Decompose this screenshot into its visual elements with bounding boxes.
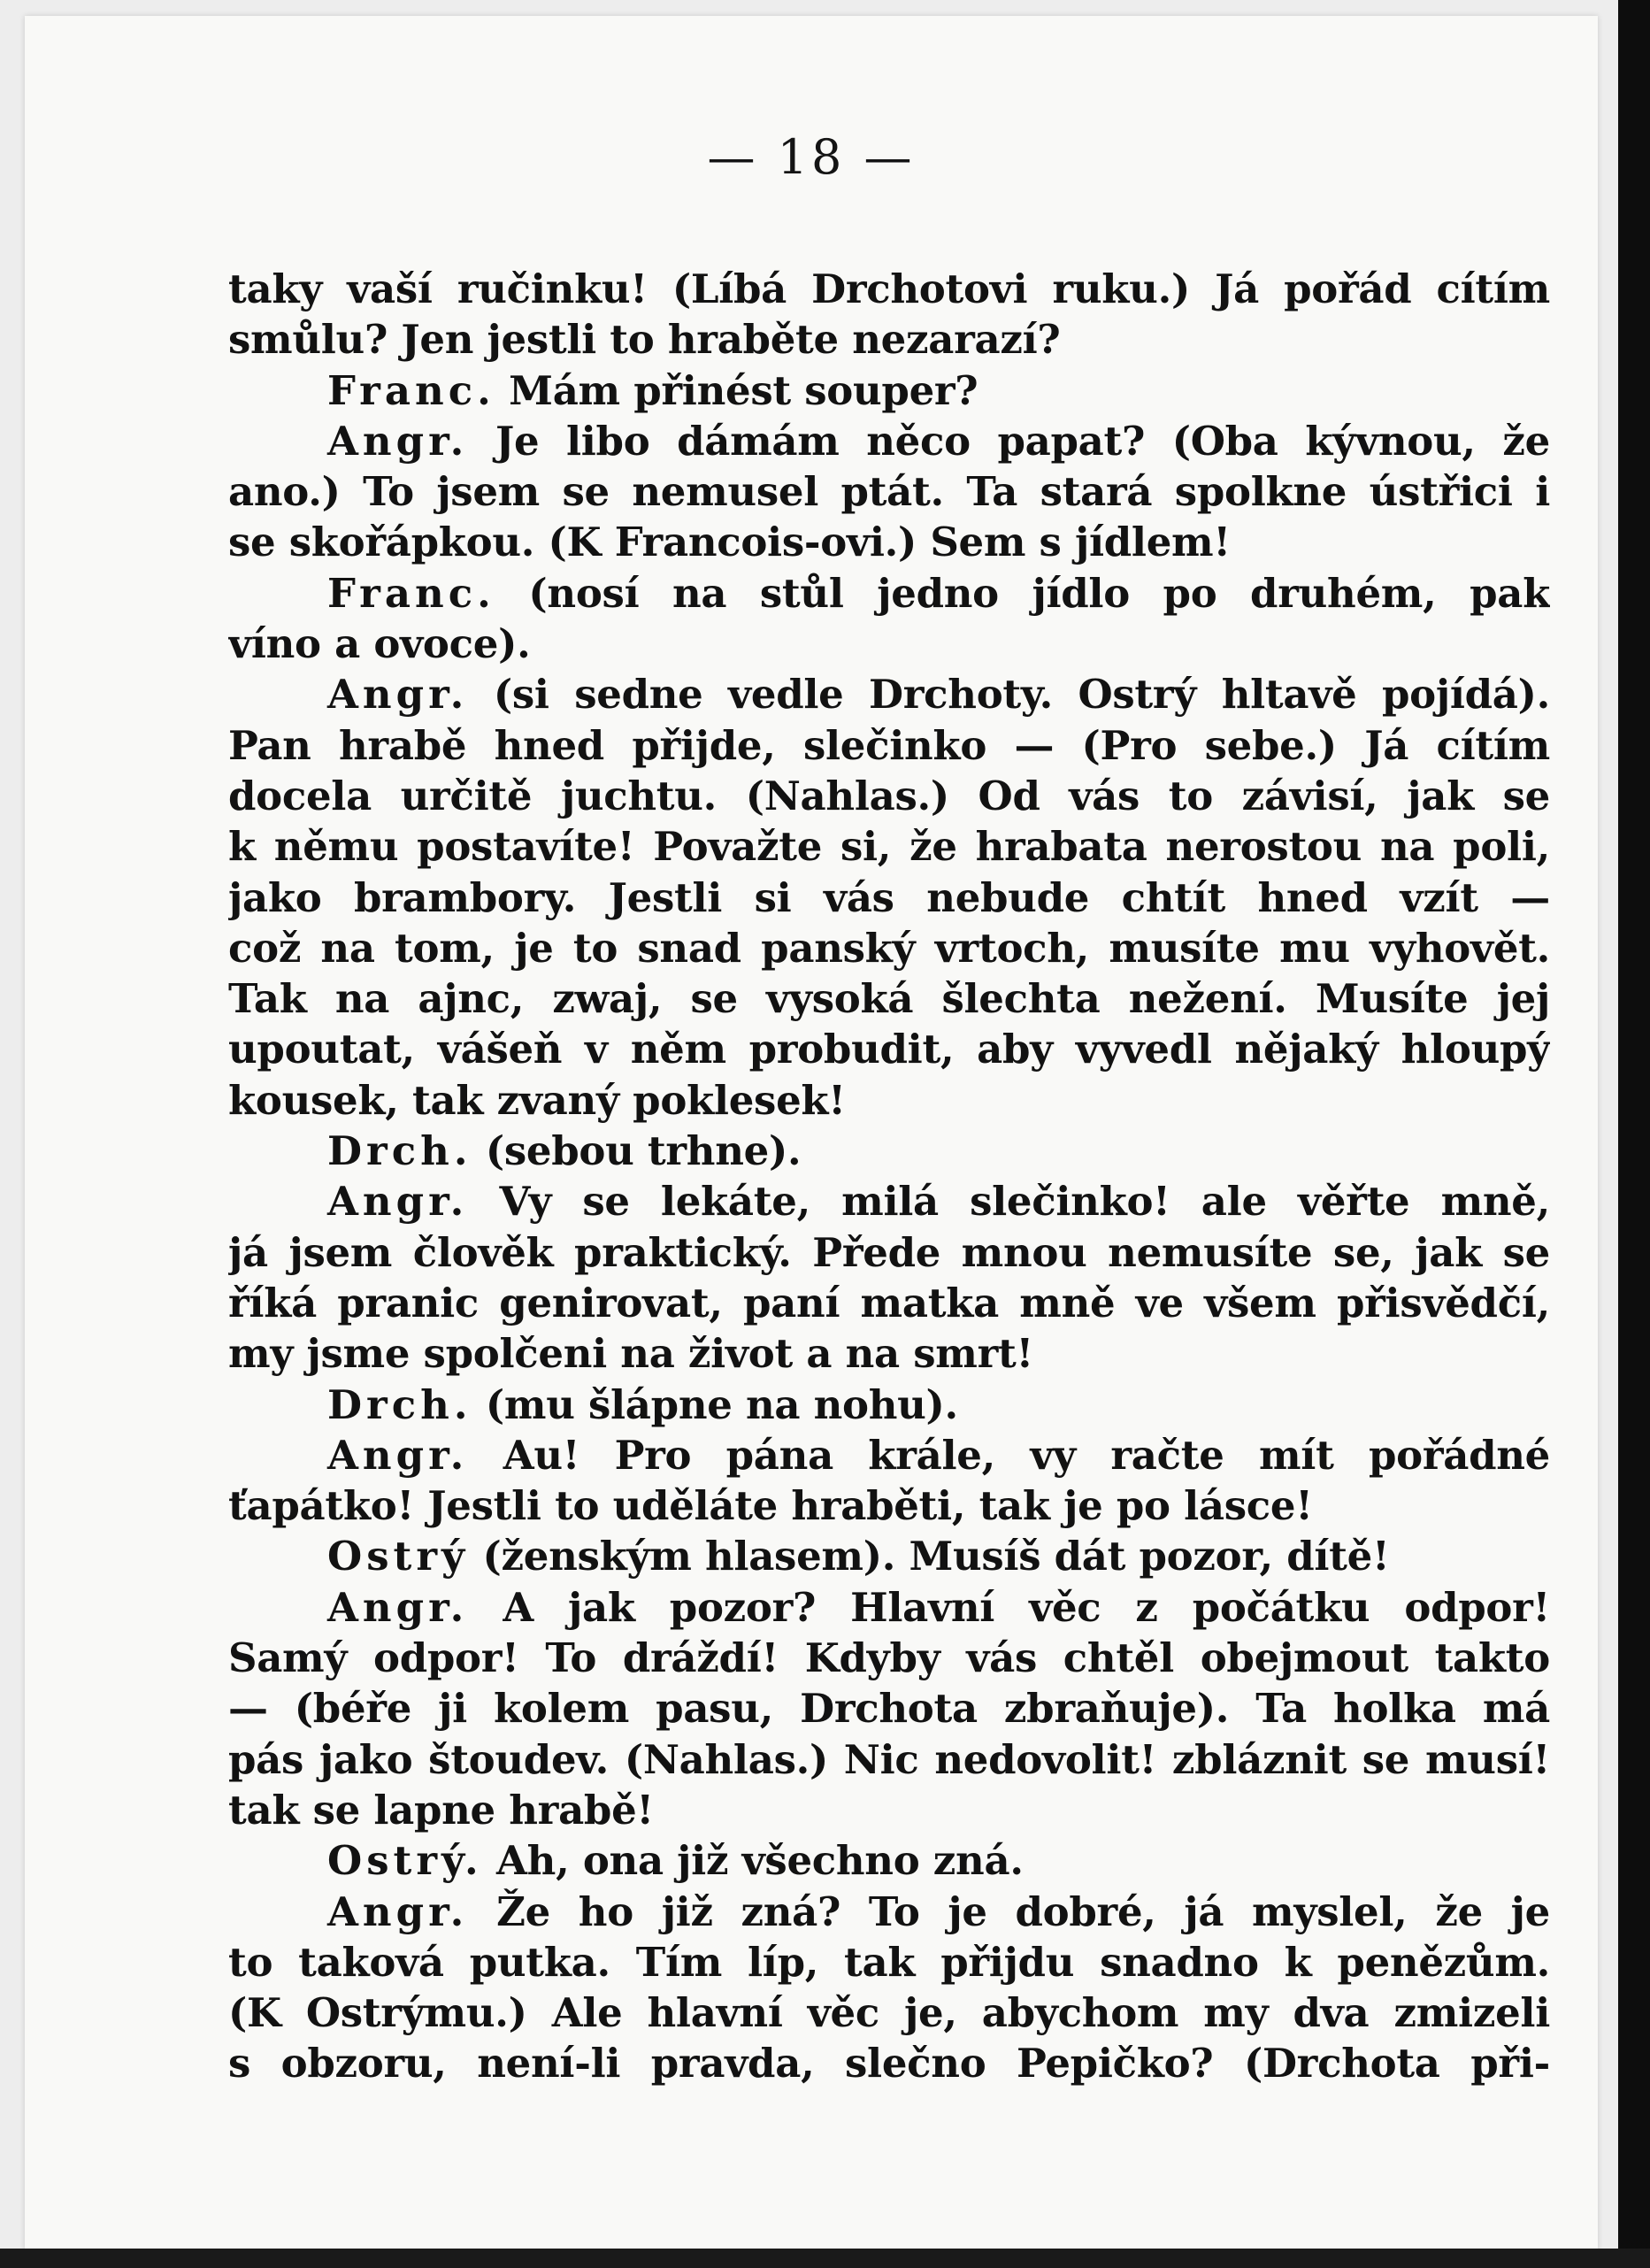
text-line	[228, 1430, 1550, 1480]
speaker-name: Drch.	[327, 1380, 472, 1428]
text-line	[228, 517, 1550, 567]
line-text: jako brambory. Jestli si vás nebude chtít hned vzít —	[228, 873, 1550, 921]
book-page	[25, 16, 1598, 2250]
text-line	[228, 973, 1550, 1024]
line-text: Že ho již zná? To je dobré, já myslel, že je	[468, 1887, 1550, 1935]
text-line	[228, 365, 1550, 416]
line-text: my jsme spolčeni na život a na smrt!	[228, 1330, 1033, 1378]
speaker-name: Angr.	[327, 1178, 469, 1226]
text-line	[228, 1734, 1550, 1785]
text-line	[228, 1887, 1550, 1937]
text-line	[228, 1480, 1550, 1531]
line-text: Pan hrabě hned přijde, slečinko — (Pro sebe.) Já cítím	[228, 721, 1550, 769]
line-text: smůlu? Jen jestli to hraběte nezarazí?	[228, 316, 1061, 364]
line-text: (sebou trhne).	[472, 1127, 802, 1175]
line-text: Vy se lekáte, milá slečinko! ale věřte mně,	[468, 1178, 1550, 1226]
text-line	[228, 923, 1550, 973]
text-line	[228, 1582, 1550, 1633]
speaker-name: Drch.	[327, 1127, 472, 1175]
text-line	[228, 771, 1550, 821]
line-text: to taková putka. Tím líp, tak přijdu snadno k penězům.	[228, 1938, 1550, 1986]
speaker-name: Franc.	[327, 366, 495, 414]
text-line	[228, 1278, 1550, 1328]
line-text: taky vaší ručinku! (Líbá Drchotovi ruku.) Já pořád cítím	[228, 265, 1550, 312]
speaker-name: Angr.	[327, 417, 469, 465]
line-text: (mu šlápne na nohu).	[472, 1380, 958, 1428]
speaker-name: Angr.	[327, 1583, 469, 1631]
line-text: ano.) To jsem se nemusel ptát. Ta stará spolkne ústřici i	[228, 468, 1550, 516]
line-text: (si sedne vedle Drchoty. Ostrý hltavě pojídá).	[468, 671, 1550, 719]
line-text: s obzoru, není-li pravda, slečno Pepičko? (Drchota při-	[228, 2040, 1550, 2087]
scan-edge-right	[1618, 0, 1650, 2268]
line-text: Ah, ona již všechno zná.	[482, 1837, 1024, 1885]
text-line	[228, 1683, 1550, 1734]
line-text: (ženským hlasem). Musíš dát pozor, dítě!	[469, 1533, 1390, 1580]
page-number: — 18 —	[707, 129, 916, 185]
scan-edge-bottom	[0, 2249, 1650, 2268]
line-text: Mám přinést souper?	[495, 366, 978, 414]
line-text: — (béře ji kolem pasu, Drchota zbraňuje). Ta holka má	[228, 1685, 1550, 1733]
line-text: (nosí na stůl jedno jídlo po druhém, pak	[495, 569, 1550, 617]
speaker-name: Angr.	[327, 1887, 469, 1935]
line-text: pás jako štoudev. (Nahlas.) Nic nedovolit! zbláznit se musí!	[228, 1735, 1550, 1783]
text-line	[228, 314, 1550, 365]
line-text: říká pranic genirovat, paní matka mně ve všem přisvědčí,	[228, 1279, 1550, 1326]
speaker-name: Ostrý	[327, 1533, 470, 1580]
text-line	[228, 1126, 1550, 1176]
text-line	[228, 873, 1550, 923]
speaker-name: Franc.	[327, 569, 495, 617]
text-line	[228, 1075, 1550, 1126]
line-text: víno a ovoce).	[228, 620, 531, 668]
line-text: ťapátko! Jestli to uděláte hraběti, tak je po lásce!	[228, 1482, 1313, 1530]
line-text: (K Ostrýmu.) Ale hlavní věc je, abychom my dva zmizeli	[228, 1989, 1550, 2037]
speaker-name: Angr.	[327, 1431, 469, 1479]
line-text: Tak na ajnc, zwaj, se vysoká šlechta nežení. Musíte jej	[228, 975, 1550, 1023]
text-line	[228, 619, 1550, 669]
line-text: tak se lapne hrabě!	[228, 1786, 654, 1834]
text-line	[228, 1227, 1550, 1278]
text-line	[228, 568, 1550, 619]
line-text: se skořápkou. (K Francois-ovi.) Sem s jídlem!	[228, 519, 1231, 566]
speaker-name: Ostrý.	[327, 1837, 483, 1885]
page-text	[228, 264, 1550, 2089]
text-line	[228, 466, 1550, 517]
text-line	[228, 1987, 1550, 2038]
line-text: já jsem člověk praktický. Přede mnou nemusíte se, jak se	[228, 1228, 1550, 1276]
line-text: docela určitě juchtu. (Nahlas.) Od vás to závisí, jak se	[228, 772, 1550, 819]
text-line	[228, 264, 1550, 314]
text-line	[228, 1176, 1550, 1226]
text-line	[228, 669, 1550, 719]
text-line	[228, 1531, 1550, 1581]
line-text: Je libo dámám něco papat? (Oba kývnou, že	[468, 417, 1550, 465]
speaker-name: Angr.	[327, 671, 469, 719]
line-text: což na tom, je to snad panský vrtoch, musíte mu vyhovět.	[228, 924, 1550, 972]
line-text: kousek, tak zvaný poklesek!	[228, 1076, 846, 1124]
text-line	[228, 2038, 1550, 2088]
line-text: upoutat, vášeň v něm probudit, aby vyvedl nějaký hloupý	[228, 1026, 1550, 1073]
line-text: A jak pozor? Hlavní věc z počátku odpor!	[468, 1583, 1550, 1631]
text-line	[228, 1835, 1550, 1886]
text-line	[228, 821, 1550, 872]
text-line	[228, 1785, 1550, 1835]
text-line	[228, 1024, 1550, 1074]
text-line	[228, 1328, 1550, 1379]
line-text: Samý odpor! To dráždí! Kdyby vás chtěl obejmout takto	[228, 1634, 1550, 1682]
text-line	[228, 1937, 1550, 1987]
text-line	[228, 1633, 1550, 1683]
text-line	[228, 720, 1550, 771]
text-line	[228, 416, 1550, 466]
text-line	[228, 1380, 1550, 1430]
line-text: Au! Pro pána krále, vy račte mít pořádné	[468, 1431, 1550, 1479]
line-text: k němu postavíte! Považte si, že hrabata nerostou na poli,	[228, 823, 1550, 871]
